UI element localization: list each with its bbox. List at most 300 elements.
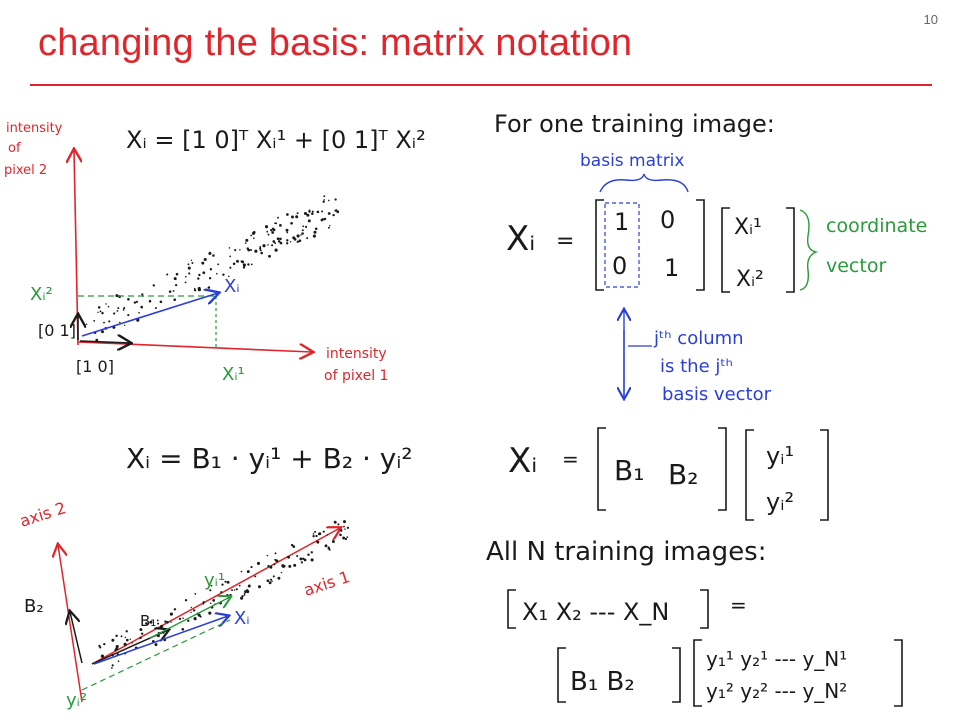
scatter-dot — [247, 248, 248, 249]
scatter-dot — [243, 266, 245, 268]
scatter-dot — [191, 607, 192, 608]
scatter-dot — [304, 212, 307, 215]
scatter-dot — [141, 633, 143, 635]
scatter-dot — [279, 224, 282, 227]
scatter-dot — [267, 555, 268, 556]
scatter-dot — [111, 667, 113, 669]
bracket-left-1 — [596, 200, 604, 290]
scatter-dot — [328, 546, 330, 548]
scatter-dot — [191, 262, 193, 264]
scatter-dot — [212, 599, 215, 602]
scatter-dot — [210, 603, 212, 605]
xi-label: Xᵢ — [224, 276, 240, 297]
y1-vector — [150, 597, 230, 638]
xi-lhs-1: Xᵢ — [506, 219, 536, 259]
scatter-dot — [241, 571, 243, 573]
y2: yᵢ² — [766, 488, 795, 516]
scatter-dot — [288, 565, 291, 568]
scatter-dot — [103, 643, 105, 645]
scatter-dot — [247, 570, 250, 573]
scatter-dot — [127, 314, 129, 316]
scatter-dot — [204, 258, 207, 261]
scatter-dot — [274, 563, 276, 565]
scatter-dot — [253, 237, 255, 239]
scatter-dot — [119, 322, 121, 324]
scatter-dot — [250, 249, 252, 251]
scatter-dot — [307, 553, 309, 555]
axis1-label: axis 1 — [301, 567, 353, 600]
scatter-dot — [126, 630, 128, 632]
eq-3: = — [730, 593, 747, 617]
eq-1: = — [556, 229, 575, 254]
scatter-dot — [175, 284, 177, 286]
scatter-dot — [328, 227, 330, 229]
m22: 1 — [664, 254, 680, 282]
top-scatter — [86, 195, 339, 341]
y1-label: yᵢ¹ — [204, 570, 226, 591]
scatter-dot — [247, 263, 249, 265]
scatter-dot — [297, 234, 300, 237]
scatter-dot — [198, 287, 201, 290]
basis-matrix-label: basis matrix — [580, 151, 685, 171]
scatter-dot — [301, 232, 304, 235]
scatter-dot — [157, 619, 159, 621]
scatter-dot — [300, 234, 301, 235]
col-note-line3: basis vector — [662, 384, 772, 405]
axis2-line — [58, 545, 82, 702]
scatter-dot — [114, 649, 116, 651]
scatter-dot — [108, 306, 110, 308]
scatter-dot — [174, 277, 177, 280]
scatter-dot — [291, 216, 294, 219]
scatter-dot — [267, 244, 269, 246]
scatter-dot — [339, 534, 342, 537]
scatter-dot — [346, 536, 348, 538]
bracket-left-3 — [598, 428, 606, 510]
scatter-dot — [271, 231, 274, 234]
scatter-dot — [281, 572, 282, 573]
basis-brace — [600, 174, 688, 192]
scatter-dot — [108, 320, 110, 322]
scatter-dot — [134, 301, 136, 303]
scatter-dot — [166, 621, 169, 624]
scatter-dot — [258, 585, 261, 588]
scatter-dot — [297, 212, 299, 214]
scatter-dot — [329, 549, 331, 551]
scatter-dot — [270, 579, 272, 581]
scatter-dot — [179, 618, 181, 620]
scatter-dot — [227, 581, 230, 584]
scatter-dot — [323, 195, 325, 197]
scatter-dot — [293, 564, 296, 567]
b2: B₂ — [668, 458, 699, 491]
scatter-dot — [236, 588, 238, 590]
scatter-dot — [286, 213, 289, 216]
top-plot — [4, 121, 426, 385]
scatter-dot — [337, 523, 339, 525]
scatter-dot — [311, 558, 314, 561]
scatter-dot — [194, 289, 196, 291]
scatter-dot — [250, 235, 252, 237]
scatter-dot — [271, 580, 273, 582]
scatter-dot — [313, 231, 316, 234]
bracket-left-2 — [722, 208, 730, 292]
scatter-dot — [311, 551, 313, 553]
bottom-plot — [17, 498, 352, 711]
scatter-dot — [185, 276, 187, 278]
scatter-dot — [295, 215, 298, 218]
scatter-dot — [266, 231, 268, 233]
scatter-dot — [270, 229, 272, 231]
bracket-right-4 — [820, 430, 828, 520]
heading-one-image: For one training image: — [494, 110, 775, 138]
scatter-dot — [116, 645, 119, 648]
scatter-dot — [302, 558, 304, 560]
scatter-dot — [254, 575, 256, 577]
scatter-dot — [217, 263, 219, 265]
scatter-dot — [115, 294, 118, 297]
scatter-dot — [121, 635, 123, 637]
scatter-dot — [260, 252, 263, 255]
scatter-dot — [105, 303, 106, 304]
scatter-dot — [138, 312, 140, 314]
scatter-dot — [99, 646, 101, 648]
scatter-dot — [234, 249, 236, 251]
scatter-dot — [226, 594, 229, 597]
scatter-dot — [328, 212, 331, 215]
scatter-dot — [343, 520, 346, 523]
scatter-dot — [185, 281, 187, 283]
scatter-dot — [126, 639, 129, 642]
scatter-dot — [313, 235, 316, 238]
scatter-dot — [281, 564, 284, 567]
scatter-dot — [324, 218, 326, 220]
c2: Xᵢ² — [736, 267, 764, 292]
bracket-right-5 — [700, 590, 708, 628]
scatter-dot — [131, 642, 132, 643]
scatter-dot — [209, 252, 211, 254]
xi2-label: Xᵢ² — [30, 284, 53, 305]
scatter-dot — [311, 213, 314, 216]
scatter-dot — [313, 533, 315, 535]
scatter-dot — [173, 290, 175, 292]
scatter-dot — [202, 271, 205, 274]
scatter-dot — [273, 229, 276, 232]
y-axis-label-line2: of — [8, 141, 21, 156]
scatter-dot — [160, 300, 163, 303]
scatter-dot — [292, 236, 295, 239]
scatter-dot — [269, 566, 272, 569]
scatter-dot — [244, 594, 246, 596]
scatter-dot — [208, 286, 211, 289]
scatter-dot — [117, 310, 119, 312]
scatter-dot — [318, 533, 320, 535]
y-axis-label-line3: pixel 2 — [4, 163, 48, 178]
scatter-dot — [194, 288, 195, 289]
scatter-dot — [292, 545, 295, 548]
scatter-dot — [124, 325, 125, 326]
y1: yᵢ¹ — [766, 442, 795, 470]
scatter-dot — [273, 575, 275, 577]
scatter-dot — [208, 612, 211, 615]
scatter-dot — [277, 217, 279, 219]
scatter-dot — [239, 585, 241, 587]
scatter-dot — [342, 537, 345, 540]
scatter-dot — [212, 254, 214, 256]
xi-lhs-2: Xᵢ — [508, 441, 538, 481]
scatter-dot — [243, 263, 246, 266]
heading-all-images: All N training images: — [486, 537, 767, 567]
bracket-left-4 — [746, 430, 754, 520]
c1: Xᵢ¹ — [734, 215, 762, 240]
scatter-dot — [123, 307, 125, 309]
xi1-label: Xᵢ¹ — [222, 364, 245, 385]
scatter-dot — [290, 222, 293, 225]
scatter-dot — [277, 577, 280, 580]
scatter-dot — [229, 594, 231, 596]
axis1-line — [92, 528, 340, 664]
y2-dashed — [82, 620, 230, 690]
scatter-dot — [262, 244, 265, 247]
scatter-dot — [299, 239, 302, 242]
scatter-dot — [323, 199, 324, 200]
scatter-dot — [200, 616, 202, 618]
scatter-dot — [332, 540, 335, 543]
scatter-dot — [188, 267, 191, 270]
scatter-dot — [194, 593, 196, 595]
scatter-dot — [272, 240, 275, 243]
scatter-dot — [140, 306, 143, 309]
scatter-dot — [280, 242, 283, 245]
scatter-dot — [323, 201, 325, 203]
scatter-dot — [244, 593, 246, 595]
scatter-dot — [139, 637, 141, 639]
page-number: 10 — [923, 12, 938, 27]
scatter-dot — [123, 309, 125, 311]
x-all: X₁ X₂ --- X_N — [522, 598, 670, 626]
scatter-dot — [100, 310, 102, 312]
scatter-dot — [166, 273, 168, 275]
coord-brace — [800, 210, 816, 290]
scatter-dot — [279, 238, 282, 241]
scatter-dot — [312, 535, 314, 537]
top-equation: Xᵢ = [1 0]ᵀ Xᵢ¹ + [0 1]ᵀ Xᵢ² — [126, 126, 426, 154]
scatter-dot — [229, 267, 231, 269]
scatter-dot — [157, 623, 159, 625]
scatter-dot — [345, 538, 347, 540]
scatter-dot — [101, 655, 104, 658]
col-note-line1: jᵗʰ column — [654, 328, 744, 349]
scatter-dot — [329, 225, 330, 226]
scatter-dot — [176, 273, 179, 276]
scatter-dot — [257, 562, 260, 565]
scatter-dot — [118, 660, 120, 662]
scatter-dot — [113, 312, 115, 314]
bracket-left-6 — [558, 648, 566, 702]
scatter-dot — [268, 255, 271, 258]
scatter-dot — [334, 198, 336, 200]
scatter-dot — [267, 565, 269, 567]
scatter-dot — [185, 599, 187, 601]
scatter-dot — [269, 581, 272, 584]
scatter-dot — [169, 290, 172, 293]
scatter-dot — [160, 625, 163, 628]
scatter-dot — [308, 210, 310, 212]
scatter-dot — [86, 324, 87, 325]
scatter-dot — [136, 301, 138, 303]
bracket-left-5 — [508, 590, 516, 628]
scatter-dot — [290, 241, 292, 243]
scatter-dot — [315, 228, 318, 231]
x-axis-label-line2: of pixel 1 — [324, 368, 389, 384]
scatter-dot — [173, 298, 176, 301]
scatter-dot — [149, 300, 152, 303]
scatter-dot — [209, 277, 211, 279]
scatter-dot — [239, 249, 240, 250]
scatter-dot — [275, 250, 277, 252]
scatter-dot — [336, 210, 339, 213]
scatter-dot — [275, 552, 277, 554]
scatter-dot — [326, 534, 327, 535]
scatter-dot — [245, 239, 248, 242]
scatter-dot — [202, 603, 204, 605]
scatter-dot — [93, 320, 95, 322]
scatter-dot — [240, 597, 243, 600]
scatter-dot — [220, 591, 222, 593]
scatter-dot — [325, 544, 328, 547]
scatter-dot — [265, 225, 268, 228]
scatter-dot — [181, 628, 184, 631]
scatter-dot — [112, 664, 114, 666]
m12: 0 — [660, 206, 676, 234]
scatter-dot — [267, 579, 270, 582]
scatter-dot — [334, 210, 336, 212]
scatter-dot — [332, 214, 334, 216]
scatter-dot — [216, 273, 218, 275]
scatter-dot — [197, 277, 199, 279]
scatter-dot — [127, 298, 130, 301]
scatter-dot — [317, 211, 320, 214]
scatter-dot — [286, 229, 289, 232]
scatter-dot — [236, 260, 239, 263]
scatter-dot — [193, 609, 195, 611]
scatter-dot — [343, 526, 345, 528]
scatter-dot — [305, 226, 307, 228]
scatter-dot — [182, 617, 184, 619]
scatter-dot — [101, 312, 103, 314]
y-row2: y₁² y₂² --- y_N² — [706, 679, 848, 703]
x-axis-label-line1: intensity — [326, 346, 387, 362]
bracket-right-3 — [718, 428, 726, 510]
scatter-dot — [246, 590, 249, 593]
scatter-dot — [234, 589, 235, 590]
scatter-dot — [170, 613, 173, 616]
scatter-dot — [347, 527, 349, 529]
bracket-right-1 — [696, 200, 704, 290]
coordinate-label: coordinate — [826, 215, 928, 237]
scatter-dot — [124, 643, 127, 646]
scatter-dot — [301, 561, 303, 563]
y-row1: y₁¹ y₂¹ --- y_N¹ — [706, 647, 848, 671]
scatter-dot — [248, 585, 251, 588]
e2-label: [0 1] — [38, 321, 76, 340]
scatter-dot — [245, 242, 247, 244]
bracket-right-7 — [894, 640, 902, 706]
e1-label: [1 0] — [76, 357, 114, 376]
scatter-dot — [198, 274, 200, 276]
xi-label-bottom: Xᵢ — [234, 608, 250, 629]
scatter-dot — [268, 234, 270, 236]
scatter-dot — [103, 322, 105, 324]
scatter-dot — [190, 612, 191, 613]
xi-vector — [82, 293, 218, 336]
scatter-dot — [321, 211, 323, 213]
scatter-dot — [174, 608, 176, 610]
scatter-dot — [299, 557, 302, 560]
scatter-dot — [344, 528, 345, 529]
scatter-dot — [286, 242, 288, 244]
scatter-dot — [315, 535, 317, 537]
scatter-dot — [187, 263, 189, 265]
b2-label: B₂ — [24, 596, 44, 617]
scatter-dot — [259, 246, 261, 248]
y-axis-label-line1: intensity — [6, 121, 63, 136]
scatter-dot — [111, 639, 114, 642]
vector-label: vector — [826, 255, 887, 277]
scatter-dot — [201, 262, 204, 265]
scatter-dot — [334, 521, 337, 524]
scatter-dot — [308, 219, 311, 222]
scatter-dot — [302, 225, 304, 227]
scatter-dot — [130, 638, 131, 639]
scatter-dot — [314, 531, 316, 533]
scatter-dot — [97, 312, 98, 313]
scatter-dot — [297, 241, 299, 243]
bracket-left-7 — [694, 640, 702, 706]
m11: 1 — [614, 208, 630, 236]
scatter-dot — [260, 249, 262, 251]
scatter-dot — [277, 237, 280, 240]
scatter-dot — [231, 589, 233, 591]
scatter-dot — [274, 222, 276, 224]
scatter-dot — [254, 250, 257, 253]
scatter-dot — [188, 272, 190, 274]
scatter-dot — [250, 566, 252, 568]
scatter-dot — [98, 306, 101, 309]
b1: B₁ — [614, 454, 645, 487]
scatter-dot — [316, 541, 319, 544]
scatter-dot — [155, 307, 157, 309]
scatter-dot — [286, 232, 288, 234]
scatter-dot — [229, 247, 231, 249]
slide-title: changing the basis: matrix notation — [38, 22, 633, 64]
m21: 0 — [612, 252, 628, 280]
scatter-dot — [153, 284, 155, 286]
scatter-dot — [191, 260, 192, 261]
col-note-line2: is the jᵗʰ — [660, 356, 733, 377]
scatter-dot — [233, 263, 236, 266]
scatter-dot — [321, 219, 324, 222]
scatter-dot — [296, 555, 298, 557]
x-axis — [78, 342, 312, 352]
scatter-dot — [187, 620, 189, 622]
scatter-dot — [302, 229, 304, 231]
scatter-dot — [306, 237, 308, 239]
scatter-dot — [141, 293, 143, 295]
scatter-dot — [271, 244, 273, 246]
eq-2: = — [562, 447, 579, 471]
mid-equation: Xᵢ = B₁ · yᵢ¹ + B₂ · yᵢ² — [126, 442, 413, 475]
